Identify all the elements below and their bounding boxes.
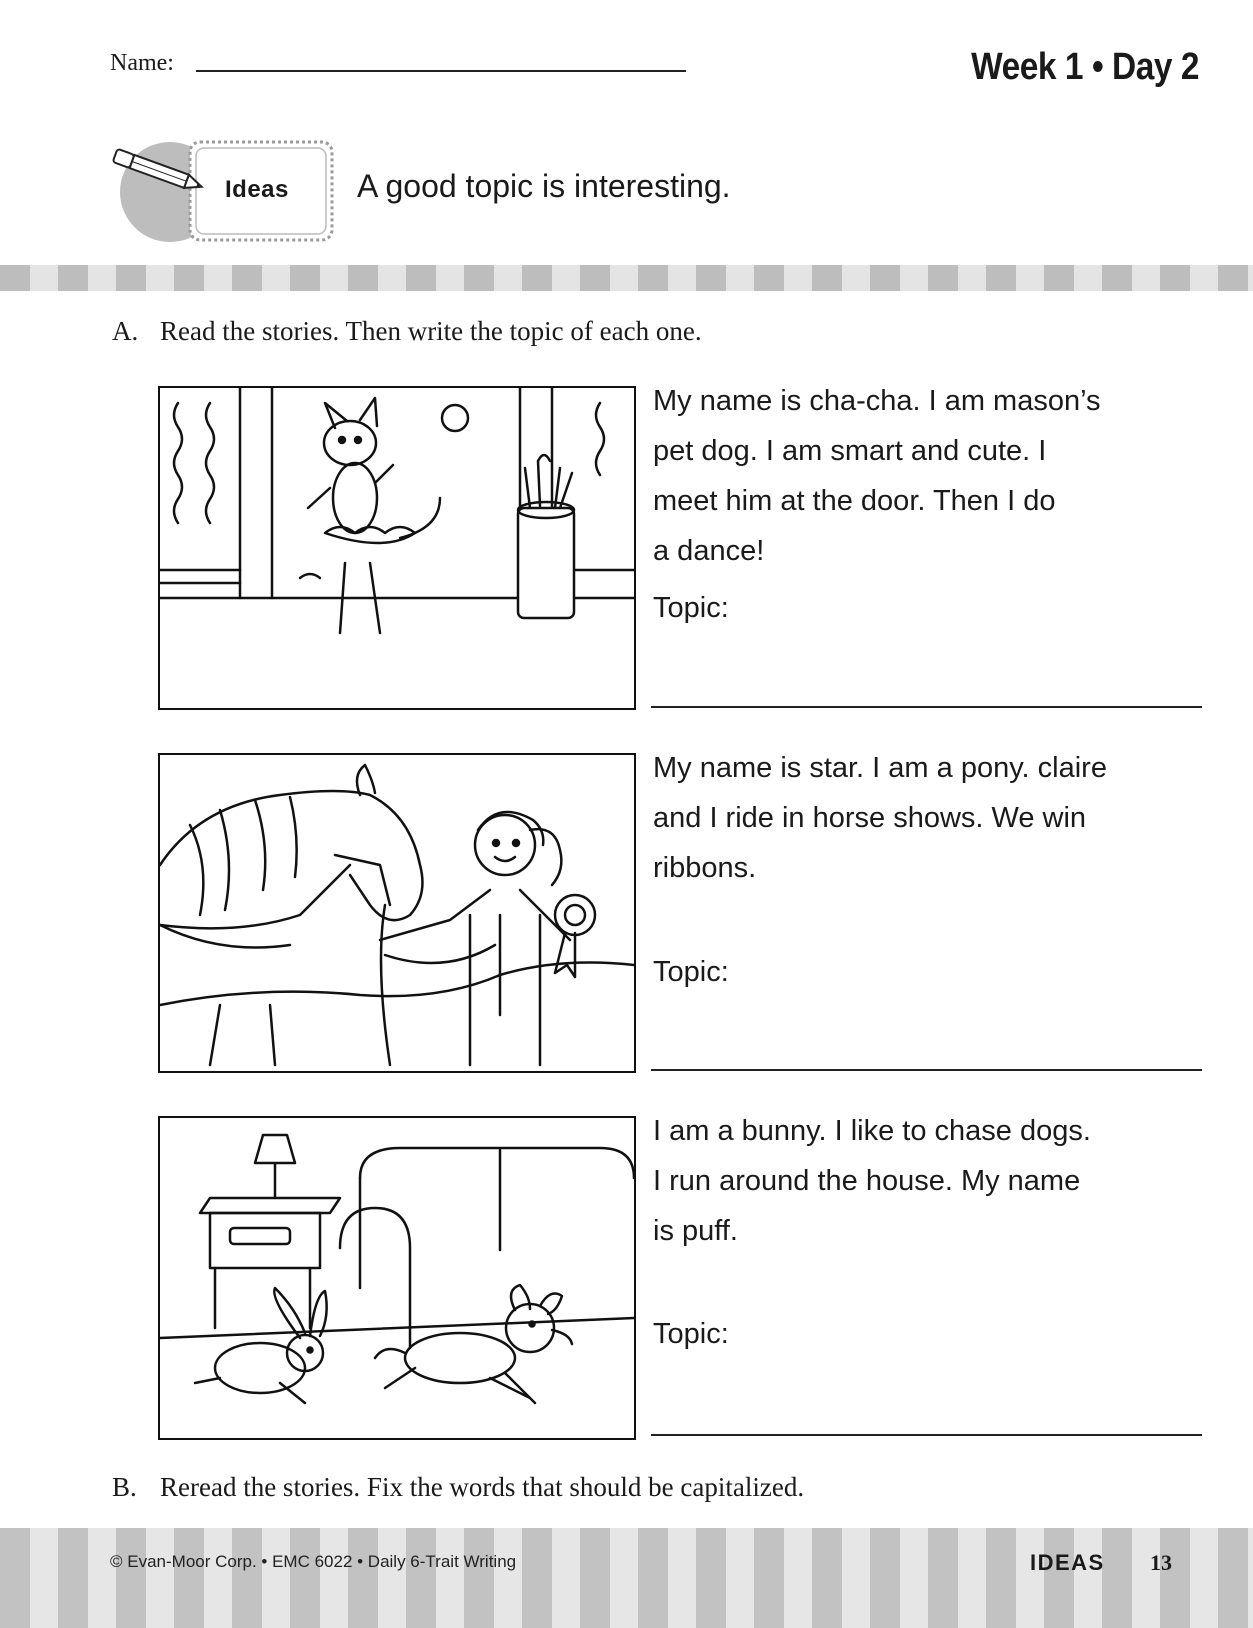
story-line: My name is star. I am a pony. claire <box>653 752 1107 784</box>
trait-badge <box>108 132 340 250</box>
instruction-a <box>112 316 702 347</box>
story-2-text <box>653 743 1213 893</box>
divider-band <box>0 265 1253 291</box>
topic-answer-line-3[interactable] <box>651 1434 1202 1436</box>
topic-label: Topic: <box>653 956 729 988</box>
topic-answer-line-2[interactable] <box>651 1069 1202 1071</box>
bunny-illustration <box>158 1116 636 1440</box>
story-line: meet him at the door. Then I do <box>653 485 1056 517</box>
topic-label: Topic: <box>653 592 729 624</box>
trait-tagline: A good topic is interesting. <box>357 168 731 204</box>
footer-copyright: © Evan-Moor Corp. • EMC 6022 • Daily 6-Trait Writing <box>110 1552 517 1571</box>
instruction-b-text: Reread the stories. Fix the words that should be capitalized. <box>160 1472 805 1502</box>
footer-band <box>0 1528 1253 1628</box>
story-line: and I ride in horse shows. We win <box>653 802 1087 834</box>
name-label: Name: <box>110 50 174 76</box>
story-line: I am a bunny. I like to chase dogs. <box>653 1115 1091 1147</box>
story-3-text <box>653 1106 1213 1256</box>
pencil-badge-icon <box>108 132 340 250</box>
dog-illustration <box>158 386 636 710</box>
instruction-a-letter: A. <box>112 316 139 346</box>
story-line: a dance! <box>653 535 765 567</box>
name-field[interactable] <box>196 70 686 72</box>
topic-answer-line-1[interactable] <box>651 706 1202 708</box>
pony-illustration <box>158 753 636 1073</box>
story-1-text <box>653 376 1213 576</box>
story-line: pet dog. I am smart and cute. I <box>653 435 1047 467</box>
story-line: My name is cha-cha. I am mason’s <box>653 385 1101 417</box>
instruction-b <box>112 1472 804 1503</box>
week-day-heading: Week 1 • Day 2 <box>970 46 1199 88</box>
story-line: I run around the house. My name <box>653 1165 1081 1197</box>
topic-label: Topic: <box>653 1318 729 1350</box>
story-line: ribbons. <box>653 852 757 884</box>
page-number: 13 <box>1150 1550 1172 1575</box>
footer-trait: IDEAS <box>1030 1550 1105 1575</box>
story-line: is puff. <box>653 1215 738 1247</box>
instruction-a-text: Read the stories. Then write the topic of each one. <box>160 316 702 346</box>
instruction-b-letter: B. <box>112 1472 137 1502</box>
trait-label: Ideas <box>225 176 289 203</box>
